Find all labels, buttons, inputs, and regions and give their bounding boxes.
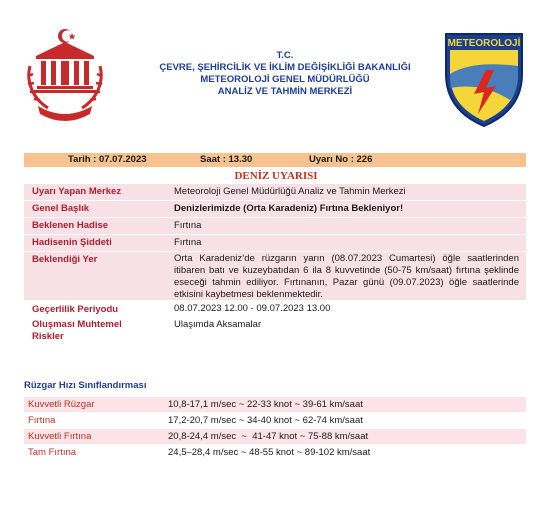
wind-classification-title: Rüzgar Hızı Sınıflandırması <box>24 380 147 391</box>
header-line-center: ANALİZ VE TAHMİN MERKEZİ <box>217 86 353 97</box>
wind-row <box>24 429 526 444</box>
detail-row <box>24 318 526 344</box>
detail-value: Ulaşımda Aksamalar <box>174 319 262 330</box>
wind-row <box>24 397 526 412</box>
detail-label: Beklenen Hadise <box>32 220 109 231</box>
detail-row <box>24 252 526 300</box>
wind-row <box>24 445 526 460</box>
wind-row <box>24 413 526 428</box>
ministry-logo <box>24 26 106 128</box>
detail-label: Uyarı Yapan Merkez <box>32 186 122 197</box>
header-line-directorate: METEOROLOJİ GENEL MÜDÜRLÜĞÜ <box>200 74 370 85</box>
header-line-tc: T.C. <box>276 50 294 61</box>
detail-label: Hadisenin Şiddeti <box>32 237 112 248</box>
detail-row <box>24 201 526 217</box>
detail-row <box>24 302 526 316</box>
detail-value: Fırtına <box>174 220 202 231</box>
detail-label: Genel Başlık <box>32 203 90 214</box>
wind-value: 17,2-20,7 m/sec ~ 34-40 knot ~ 62-74 km/saat <box>168 415 363 426</box>
warning-number-text: Uyarı No : 226 <box>309 154 373 165</box>
detail-value: Fırtına <box>174 237 202 248</box>
alert-title: DENİZ UYARISI <box>234 170 318 182</box>
header-title-block <box>120 50 450 98</box>
detail-label: Beklendiği Yer <box>32 254 98 265</box>
detail-label: Oluşması Muhtemel Riskler <box>32 319 122 342</box>
info-bar <box>24 153 526 167</box>
meteorology-logo-text: METEOROLOJİ <box>447 38 521 49</box>
detail-label: Geçerlilik Periyodu <box>32 304 119 315</box>
detail-value: 08.07.2023 12.00 - 09.07.2023 13.00 <box>174 303 331 314</box>
wind-name: Kuvvetli Fırtına <box>28 431 92 442</box>
wind-value: 20,8-24,4 m/sec ~ 41-47 knot ~ 75-88 km/saat <box>168 431 369 442</box>
detail-row <box>24 184 526 200</box>
wind-value: 10,8-17,1 m/sec ~ 22-33 knot ~ 39-61 km/saat <box>168 399 363 410</box>
wind-value: 24,5–28,4 m/sec ~ 48-55 knot ~ 89-102 km/saat <box>168 447 371 458</box>
wind-name: Fırtına <box>28 415 56 426</box>
detail-row <box>24 235 526 251</box>
time-text: Saat : 13.30 <box>200 154 253 165</box>
detail-row <box>24 218 526 234</box>
wind-name: Kuvvetli Rüzgar <box>28 399 95 410</box>
meteorology-logo <box>442 30 526 130</box>
detail-value: Denizlerimizde (Orta Karadeniz) Fırtına Bekleniyor! <box>174 203 404 214</box>
detail-value: Orta Karadeniz’de rüzgarın yarın (08.07.2023 Cumartesi) öğle saatlerinden itibaren batı ve kuzeybatıdan 6 ila 8 kuvvetinde (50-75 km/saat) fırtına şeklinde eseceği tahmin ediliyor. Fırtınanın, Pazar günü (09.07.2023) öğle saatlerinde etkisini kaybetmesi beklenmektedir. <box>174 253 519 300</box>
wind-name: Tam Fırtına <box>28 447 77 458</box>
detail-value: Meteoroloji Genel Müdürlüğü Analiz ve Tahmin Merkezi <box>174 186 406 197</box>
date-text: Tarih : 07.07.2023 <box>68 154 147 165</box>
header-line-ministry: ÇEVRE, ŞEHİRCİLİK VE İKLİM DEĞİŞİKLİĞİ BAKANLIĞI <box>159 62 411 73</box>
